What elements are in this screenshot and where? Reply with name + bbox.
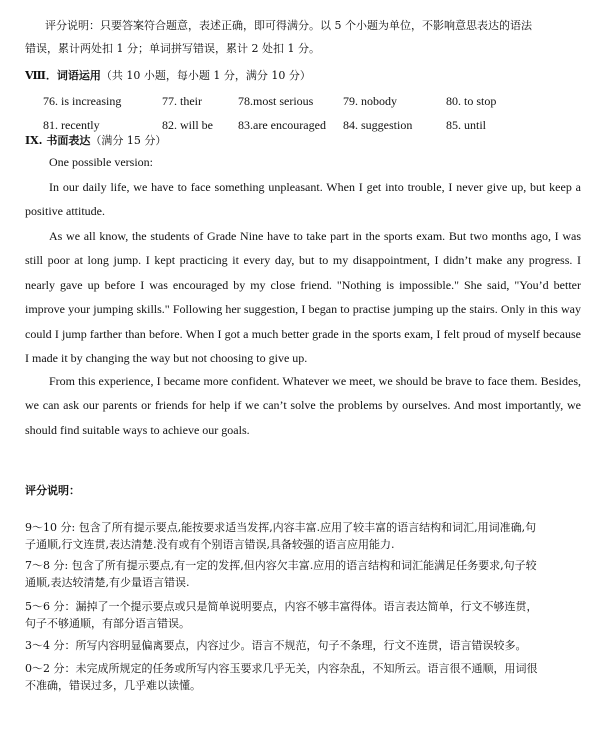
top-note-line-1: 评分说明：只要答案符合题意，表述正确，即可得满分。以 5 个小题为单位，不影响意思表达的语法 — [45, 19, 532, 32]
answer-78: 78.most serious — [238, 94, 314, 108]
answer-84: 84. suggestion — [343, 118, 413, 132]
answer-83: 83.are encouraged — [238, 118, 326, 132]
essay-paragraph-3: From this experience, I became more confident. Whatever we meet, we should be brave to face them. Besides, we can ask our parents or friends for help if we can’t solve the problems by ourselves. And most importantly, we should find suitable ways to achieve our goals. — [25, 374, 581, 437]
section8-heading — [25, 68, 311, 84]
section9-heading — [25, 133, 166, 149]
essay-paragraph-1: In our daily life, we have to face something unpleasant. When I get into trouble, I never give up, but keep a positive attitude. — [25, 180, 581, 219]
answer-82: 82. will be — [162, 118, 213, 132]
answer-77: 77. their — [162, 94, 202, 108]
criteria-7-8: 7～8 分: 包含了所有提示要点,有一定的发挥,但内容欠丰富.应用的语言结构和词汇能满足任务要求,句子较 通顺,表达较清楚,有少量语言错误. — [25, 559, 537, 589]
criteria-0-2: 0～2 分：未完成所规定的任务或所写内容玉要求几乎无关，内容杂乱，不知所云。语言很不通顺，用词很 不准确，错误过多，几乎难以读懂。 — [25, 662, 538, 692]
section8-title: Ⅷ．词语运用 — [25, 69, 101, 82]
essay-paragraph-2: As we all know, the students of Grade Nine have to take part in the sports exam. But two months ago, I was still poor at long jump. I kept practicing it every day, but to my disappointment, I didn’t make any progress. I nearly gave up before I was encouraged by my close friend. "Nothing is impossible." She said, "You’d better improve your jumping skills." Following her suggestion, I began to practise jumping up the stairs. Only in this way could I jump farther than before. When I got a much better grade in the sports exam, I felt proud of myself because I made it by changing the way but not choosing to give up. — [25, 229, 581, 366]
answer-80: 80. to stop — [446, 94, 497, 108]
answer-85: 85. until — [446, 118, 487, 132]
answer-76: 76. is increasing — [43, 94, 122, 108]
section9-note: （满分 15 分） — [90, 134, 167, 147]
version-label: One possible version: — [49, 155, 153, 169]
scoring-heading: 评分说明： — [25, 484, 80, 497]
criteria-5-6: 5～6 分：漏掉了一个提示要点或只是简单说明要点，内容不够丰富得体。语言表达简单，行文不够连贯， 句子不够通顺，有部分语言错误。 — [25, 600, 538, 630]
section8-note: （共 10 小题，每小题 1 分，满分 10 分） — [100, 69, 311, 82]
answer-79: 79. nobody — [343, 94, 397, 108]
answer-81: 81. recently — [43, 118, 100, 132]
section9-title: IX. 书面表达 — [25, 134, 91, 147]
criteria-9-10: 9～10 分: 包含了所有提示要点,能按要求适当发挥,内容丰富.应用了较丰富的语言结构和词汇,用词准确,句 子通顺,行文连贯,表达清楚.没有或有个别语言错误,具备较强的语言应用能力. — [25, 521, 537, 551]
top-note-line-2: 错误，累计两处扣 1 分；单词拼写错误，累计 2 处扣 1 分。 — [25, 42, 320, 55]
criteria-3-4: 3～4 分：所写内容明显偏离要点，内容过少。语言不规范，句子不条理，行文不连贯，语言错误较多。 — [25, 639, 527, 652]
